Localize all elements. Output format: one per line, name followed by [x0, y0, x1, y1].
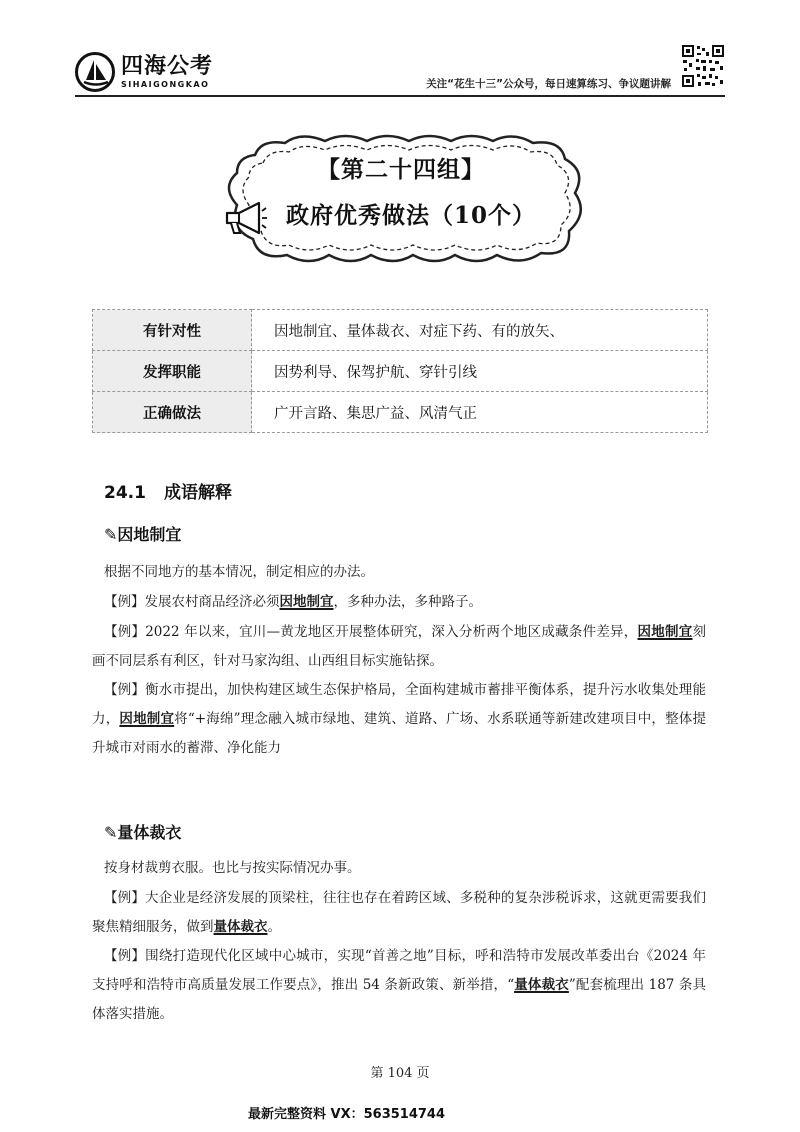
- idiom-definition: 按身材裁剪衣服。也比与按实际情况办事。: [104, 860, 361, 876]
- example-paragraph: 【例】发展农村商品经济必须因地制宜，多种办法，多种路子。: [104, 594, 482, 610]
- example-paragraph: 【例】围绕打造现代化区域中心城市，实现“首善之地”目标，呼和浩特市发展改革委出台《2024 年支持呼和浩特市高质量发展工作要点》，推出 54 条新政策、新举措，“量体裁衣”配套梳理出 187 条具体落实措施。: [92, 948, 706, 1022]
- keyword-highlight: 因地制宜: [637, 624, 693, 640]
- idiom-definition: 根据不同地方的基本情况，制定相应的办法。: [104, 564, 374, 580]
- example-paragraph: 【例】衡水市提出，加快构建区域生态保护格局，全面构建城市蓄排平衡体系，提升污水收集处理能力，因地制宜将“+海绵”理念融入城市绿地、建筑、道路、广场、水系联通等新建改建项目中，整体提升城市对雨水的蓄滞、净化能力: [92, 682, 707, 756]
- table-idioms-cell: 广开言路、集思广益、风清气正: [252, 392, 708, 433]
- brand-name-latin: SIHAIGONGKAO: [121, 79, 210, 89]
- table-category-cell: 发挥职能: [93, 351, 252, 392]
- page-header: [75, 44, 725, 92]
- page-number: 第 104 页: [370, 1066, 430, 1081]
- table-category-cell: 有针对性: [93, 310, 252, 351]
- brand-logo: [75, 52, 213, 92]
- keyword-highlight: 因地制宜: [279, 594, 334, 610]
- section-heading: [104, 478, 232, 503]
- qr-code-icon[interactable]: [681, 44, 725, 88]
- sail-logo-icon: [75, 52, 115, 92]
- table-row: [93, 351, 708, 392]
- idiom-heading: ✎因地制宜: [104, 525, 182, 544]
- example-paragraph: 【例】2022 年以来，宜川—黄龙地区开展整体研究，深入分析两个地区成藏条件差异，因地制宜刻画不同层系有利区，针对马家沟组、山西组目标实施钻探。: [92, 624, 706, 669]
- table-idioms-cell: 因地制宜、量体裁衣、对症下药、有的放矢、: [252, 310, 708, 351]
- keyword-highlight: 因地制宜: [119, 711, 175, 727]
- section-title: 成语解释: [163, 483, 232, 503]
- brand-name: 四海公考: [121, 53, 214, 79]
- topic-title: 政府优秀做法（10个）: [285, 202, 536, 229]
- idiom-heading: ✎量体裁衣: [104, 823, 182, 842]
- section-number: 24.1: [104, 483, 146, 503]
- table-row: [93, 310, 708, 351]
- table-row: [93, 392, 708, 433]
- keyword-highlight: 量体裁衣: [514, 977, 569, 993]
- footer-contact: 最新完整资料 VX：563514744: [248, 1107, 446, 1122]
- group-title: 【第二十四组】: [317, 156, 485, 183]
- example-paragraph: 【例】大企业是经济发展的顶梁柱，往往也存在着跨区域、多税种的复杂涉税诉求，这就更需要我们聚焦精细服务，做到量体裁衣。: [92, 890, 706, 935]
- idiom-summary-table: [92, 309, 708, 433]
- keyword-highlight: 量体裁衣: [213, 919, 268, 935]
- header-divider: [75, 95, 725, 97]
- table-idioms-cell: 因势利导、保驾护航、穿针引线: [252, 351, 708, 392]
- table-category-cell: 正确做法: [93, 392, 252, 433]
- header-slogan: 关注“花生十三”公众号，每日速算练习、争议题讲解: [426, 78, 671, 90]
- title-banner: [215, 133, 587, 265]
